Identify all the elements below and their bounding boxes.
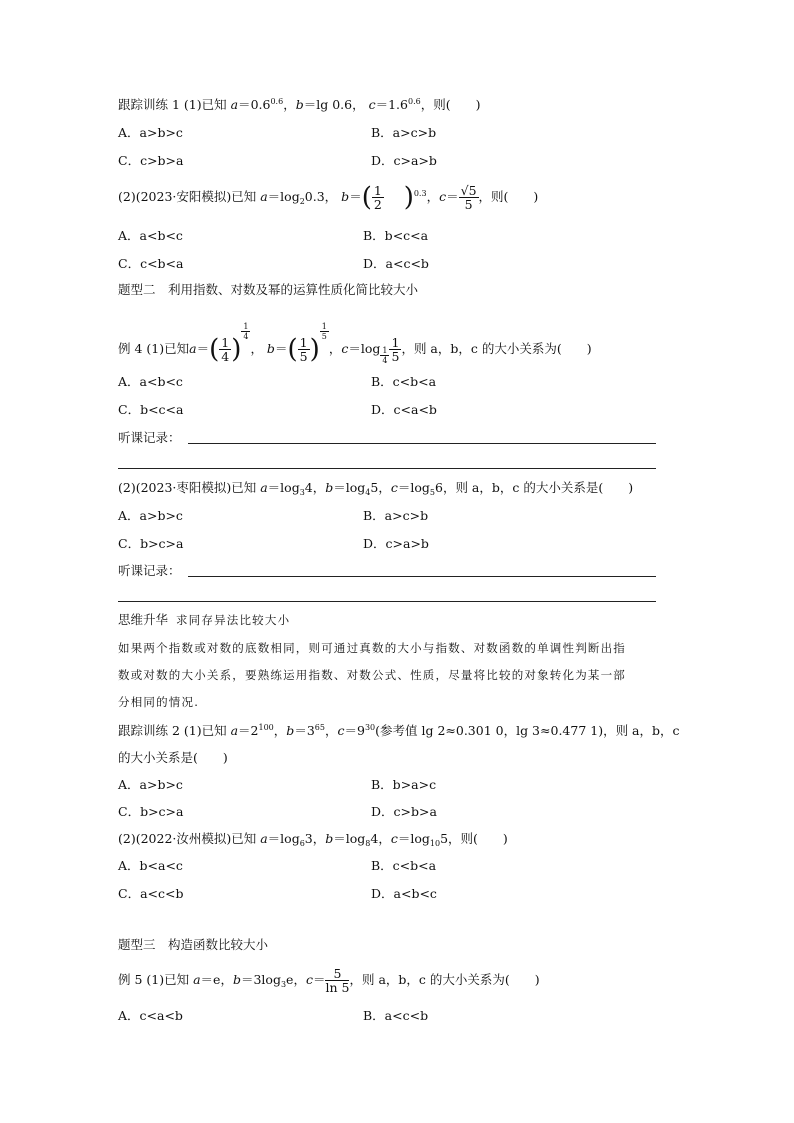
- summary-line-3: 分相同的情况.: [118, 695, 200, 709]
- notes-line: [118, 601, 656, 602]
- notes-line: [188, 443, 656, 444]
- summary-line-1: 如果两个指数或对数的底数相同，则可通过真数的大小与指数、对数函数的单调性判断出指: [118, 641, 626, 655]
- tz2-q1-stem-line2: 的大小关系是( ): [118, 750, 228, 765]
- tz2-q1-option-c: C．b>c>a: [118, 804, 184, 819]
- tz1-q2-option-c: C．c<b<a: [118, 256, 184, 271]
- section-type3-heading: 题型三 构造函数比较大小: [118, 937, 269, 952]
- summary-heading: 思维升华 求同存异法比较大小: [118, 612, 291, 627]
- ex4-q1-option-b: B．c<b<a: [371, 374, 437, 389]
- tz2-q1-option-b: B．b>a>c: [371, 777, 437, 792]
- tz1-q1-option-b: B．a>c>b: [371, 125, 437, 140]
- tz1-q2-option-b: B．b<c<a: [363, 228, 429, 243]
- ex4-q2-option-a: A．a>b>c: [118, 508, 183, 523]
- tz2-q2-option-c: C．a<c<b: [118, 886, 184, 901]
- ex5-q1-option-b: B．a<c<b: [363, 1008, 429, 1023]
- ex4-q1-notes-label: 听课记录：: [118, 430, 181, 445]
- summary-line-2: 数或对数的大小关系，要熟练运用指数、对数公式、性质，尽量将比较的对象转化为某一部: [118, 668, 626, 682]
- tz2-q2-option-b: B．c<b<a: [371, 858, 437, 873]
- ex4-q2-option-c: C．b>c>a: [118, 536, 184, 551]
- tz1-q1-option-d: D．c>a>b: [371, 153, 437, 168]
- notes-line: [188, 576, 656, 577]
- ex5-q1-option-a: A．c<a<b: [118, 1008, 183, 1023]
- ex4-q1-stem: 例 4 (1)已知a＝( $\frac{1}{4}$ ) $\frac{1}{4}$ ， b＝( $\frac{1}{5}$ ) $\frac{1}{5}$ ，c＝log $\frac{1}{4}$ $\frac{1}{5}$ ，则 a，b，c 的大小关系为( ): [118, 322, 592, 365]
- ex4-q1-option-d: D．c<a<b: [371, 402, 437, 417]
- tz2-q1-option-d: D．c>b>a: [371, 804, 437, 819]
- notes-line: [118, 468, 656, 469]
- tz2-q2-option-a: A．b<a<c: [118, 858, 183, 873]
- tz1-q2-option-d: D．a<c<b: [363, 256, 429, 271]
- section-type2-heading: 题型二 利用指数、对数及幂的运算性质化简比较大小: [118, 282, 419, 297]
- ex4-q2-option-b: B．a>c>b: [363, 508, 429, 523]
- ex4-q1-option-c: C．b<c<a: [118, 402, 184, 417]
- tz2-q2-option-d: D．a<b<c: [371, 886, 437, 901]
- tz1-q1-stem: 跟踪训练 1 (1)已知 $a=0.6^{0.6}$，b＝lg 0.6， $c=1.6^{0.6}$，则( ): [118, 97, 481, 112]
- tz1-q1-option-a: A．a>b>c: [118, 125, 183, 140]
- tz1-q1-option-c: C．c>b>a: [118, 153, 184, 168]
- ex4-q2-stem: (2)(2023·枣阳模拟)已知 $a=\log_34$，$b=\log_45$，$c=\log_56$，则 a，b，c 的大小关系是( ): [118, 480, 634, 497]
- tz2-q1-option-a: A．a>b>c: [118, 777, 183, 792]
- tz2-q2-stem: (2)(2022·汝州模拟)已知 $a=\log_63$，$b=\log_84$，$c=\log_{10}5$，则( ): [118, 831, 508, 848]
- ex4-q1-option-a: A．a<b<c: [118, 374, 183, 389]
- tz1-q2-option-a: A．a<b<c: [118, 228, 183, 243]
- ex4-q2-notes-label: 听课记录：: [118, 563, 181, 578]
- tz1-q2-stem: (2)(2023·安阳模拟)已知 $a=\log_20.3$， b＝( $\frac{1}{2}$ )$^{0.3}$，c＝ $\frac{√5}{5}$ ，则( ): [118, 182, 539, 213]
- ex5-q1-stem: 例 5 (1)已知 a＝e，$b=3\log_3e$，c＝ $\frac{5}{\ln 5}$ ，则 a，b，c 的大小关系为( ): [118, 966, 540, 995]
- tz2-q1-stem: 跟踪训练 2 (1)已知 $a=2^{100}$，$b=3^{65}$，$c=9^{30}$(参考值 lg 2≈0.301 0，lg 3≈0.477 1)，则 a，b，c: [118, 723, 680, 738]
- ex4-q2-option-d: D．c>a>b: [363, 536, 429, 551]
